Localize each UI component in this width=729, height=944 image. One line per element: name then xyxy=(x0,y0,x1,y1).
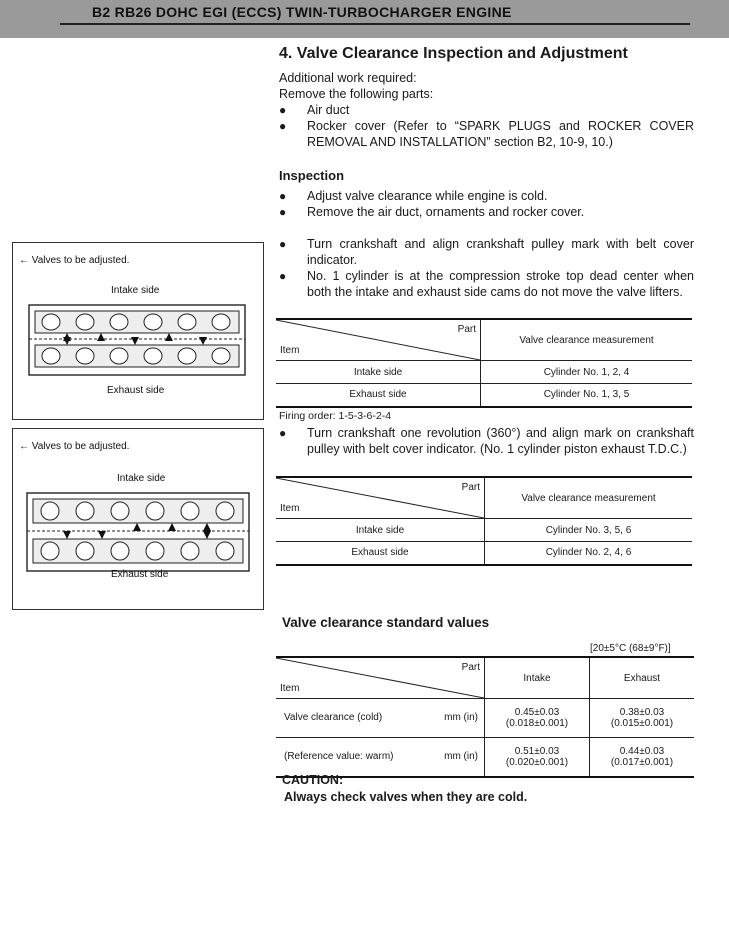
figure-note: ← Valves to be adjusted. xyxy=(19,255,130,266)
camshaft-diagram xyxy=(27,301,247,379)
header-cell: Part Item xyxy=(276,477,485,519)
table-cell: Exhaust side xyxy=(276,542,485,565)
clearance-table-2 xyxy=(276,476,692,566)
table-cell: Cylinder No. 2, 4, 6 xyxy=(485,542,693,565)
intake-side-label: Intake side xyxy=(117,473,166,484)
bullet-icon: ● xyxy=(279,426,287,440)
column-header: Valve clearance measurement xyxy=(485,477,693,519)
column-header-exhaust: Exhaust xyxy=(590,657,695,699)
page-header xyxy=(0,0,729,38)
exhaust-side-label: Exhaust side xyxy=(111,569,169,580)
figure-1 xyxy=(12,242,264,420)
exhaust-value-cell: 0.38±0.03 (0.015±0.001) xyxy=(590,699,695,738)
list-item: ● Turn crankshaft one revolution (360°) and align mark on crankshaft pulley with belt cover indicator. (No. 1 cylinder piston exhaust T.D.C.) xyxy=(279,426,694,456)
firing-order: Firing order: 1-5-3-6-2-4 xyxy=(279,410,392,422)
table-cell: Cylinder No. 3, 5, 6 xyxy=(485,519,693,542)
header-rule xyxy=(60,23,690,25)
column-header-intake: Intake xyxy=(485,657,590,699)
bullet-icon: ● xyxy=(279,103,287,117)
caution-text: Always check valves when they are cold. xyxy=(284,790,528,804)
row-label-cell xyxy=(276,738,485,778)
row-label-cell xyxy=(276,699,485,738)
temperature-note: [20±5°C (68±9°F)] xyxy=(590,643,671,654)
table-cell: Intake side xyxy=(276,361,481,384)
intake-value-cell: 0.51±0.03 (0.020±0.001) xyxy=(485,738,590,778)
table-cell: Cylinder No. 1, 2, 4 xyxy=(481,361,693,384)
figure-note: ← Valves to be adjusted. xyxy=(19,441,130,452)
intake-value-cell: 0.45±0.03 (0.018±0.001) xyxy=(485,699,590,738)
exhaust-side-label: Exhaust side xyxy=(107,385,165,396)
exhaust-value-cell: 0.44±0.03 (0.017±0.001) xyxy=(590,738,695,778)
list-item: ● Turn crankshaft and align crankshaft pulley mark with belt cover indicator. xyxy=(279,237,694,267)
clearance-table-1 xyxy=(276,318,692,408)
bullet-icon: ● xyxy=(279,237,287,251)
row-unit: mm (in) xyxy=(444,712,478,723)
row-label: Valve clearance (cold) xyxy=(284,712,383,723)
standard-values-table xyxy=(276,656,694,778)
intro-line-1: Additional work required: xyxy=(279,71,417,85)
list-item: ● Air duct xyxy=(279,103,350,117)
section-title: 4. Valve Clearance Inspection and Adjustment xyxy=(279,45,628,62)
inspection-heading: Inspection xyxy=(279,168,345,183)
header-title: B2 RB26 DOHC EGI (ECCS) TWIN-TURBOCHARGER ENGINE xyxy=(92,4,512,20)
row-unit: mm (in) xyxy=(444,751,478,762)
intake-side-label: Intake side xyxy=(111,285,160,296)
table-cell: Intake side xyxy=(276,519,485,542)
caution-heading: CAUTION: xyxy=(282,773,344,787)
intro-line-2: Remove the following parts: xyxy=(279,87,434,101)
column-header: Valve clearance measurement xyxy=(481,319,693,361)
table-cell: Cylinder No. 1, 3, 5 xyxy=(481,384,693,407)
row-label: (Reference value: warm) xyxy=(284,751,394,762)
list-item: ● Remove the air duct, ornaments and rocker cover. xyxy=(279,205,585,219)
header-cell: Part Item xyxy=(276,319,481,361)
standard-values-title: Valve clearance standard values xyxy=(282,615,490,630)
bullet-icon: ● xyxy=(279,189,287,203)
list-item: ● Adjust valve clearance while engine is cold. xyxy=(279,189,548,203)
camshaft-diagram xyxy=(25,489,251,575)
table-cell: Exhaust side xyxy=(276,384,481,407)
header-cell: Part Item xyxy=(276,657,485,699)
figure-2 xyxy=(12,428,264,610)
bullet-icon: ● xyxy=(279,205,287,219)
bullet-icon: ● xyxy=(279,269,287,283)
bullet-icon: ● xyxy=(279,119,287,133)
list-item: ● No. 1 cylinder is at the compression stroke top dead center when both the intake and exhaust side cams do not move the valve lifters. xyxy=(279,269,694,299)
list-item: ● Rocker cover (Refer to “SPARK PLUGS and ROCKER COVER REMOVAL AND INSTALLATION” section B2, 10-9, 10.) xyxy=(279,119,694,149)
